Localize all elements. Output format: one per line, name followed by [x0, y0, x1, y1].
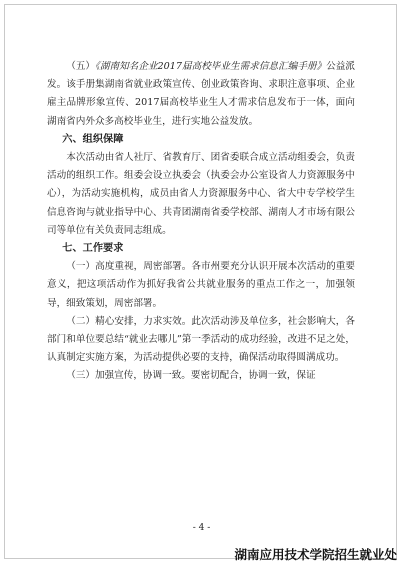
- requirement-1-paragraph: （一）高度重视，周密部署。各市州要充分认识开展本次活动的重要意义，把这项活动作为抓好我省公共就业服务的重点工作之一，加强领导，细致策划，周密部署。: [47, 261, 355, 309]
- section7-heading: 七、工作要求: [62, 243, 124, 255]
- document-body: [47, 58, 355, 386]
- item5-title: 《湖南知名企业2017届高校毕业生需求信息汇编手册》: [95, 61, 327, 72]
- item5-lead: （五）: [66, 61, 96, 72]
- section6-heading: 六、组织保障: [62, 133, 124, 145]
- item5-paragraph: [47, 58, 355, 131]
- section6-paragraph: 本次活动由省人社厅、省教育厅、团省委联合成立活动组委会，负责活动的组织工作。组委会设立执委会（执委会办公室设省人力资源服务中心），为活动实施机构，成员由省人力资源服务中心、省大中专学校学生信息咨询与就业指导中心、共青团湖南省委学校部、湖南人才市场有限公司等单位有关负责同志组成。: [47, 152, 355, 236]
- requirement-2-paragraph: （二）精心安排，力求实效。此次活动涉及单位多，社会影响大，各部门和单位要总结“就业去哪儿”第一季活动的成功经验，改进不足之处，认真制定实施方案，为活动提供必要的支持，确保活动取得圆满成功。: [47, 315, 355, 364]
- item5-body: 公益派发。该手册集湖南省就业政策宣传、创业政策咨询、求职注意事项、企业雇主品牌形象宣传、2017届高校毕业生人才需求信息发布于一体，面向湖南省内外众多高校毕业生，进行实地公益发放。: [47, 61, 355, 127]
- page-number: - 4 -: [192, 523, 211, 533]
- requirement-3-paragraph: （三）加强宣传，协调一致。要密切配合，协调一致，保证: [66, 370, 316, 382]
- watermark-text: 湖南应用技术学院招生就业处: [234, 547, 397, 562]
